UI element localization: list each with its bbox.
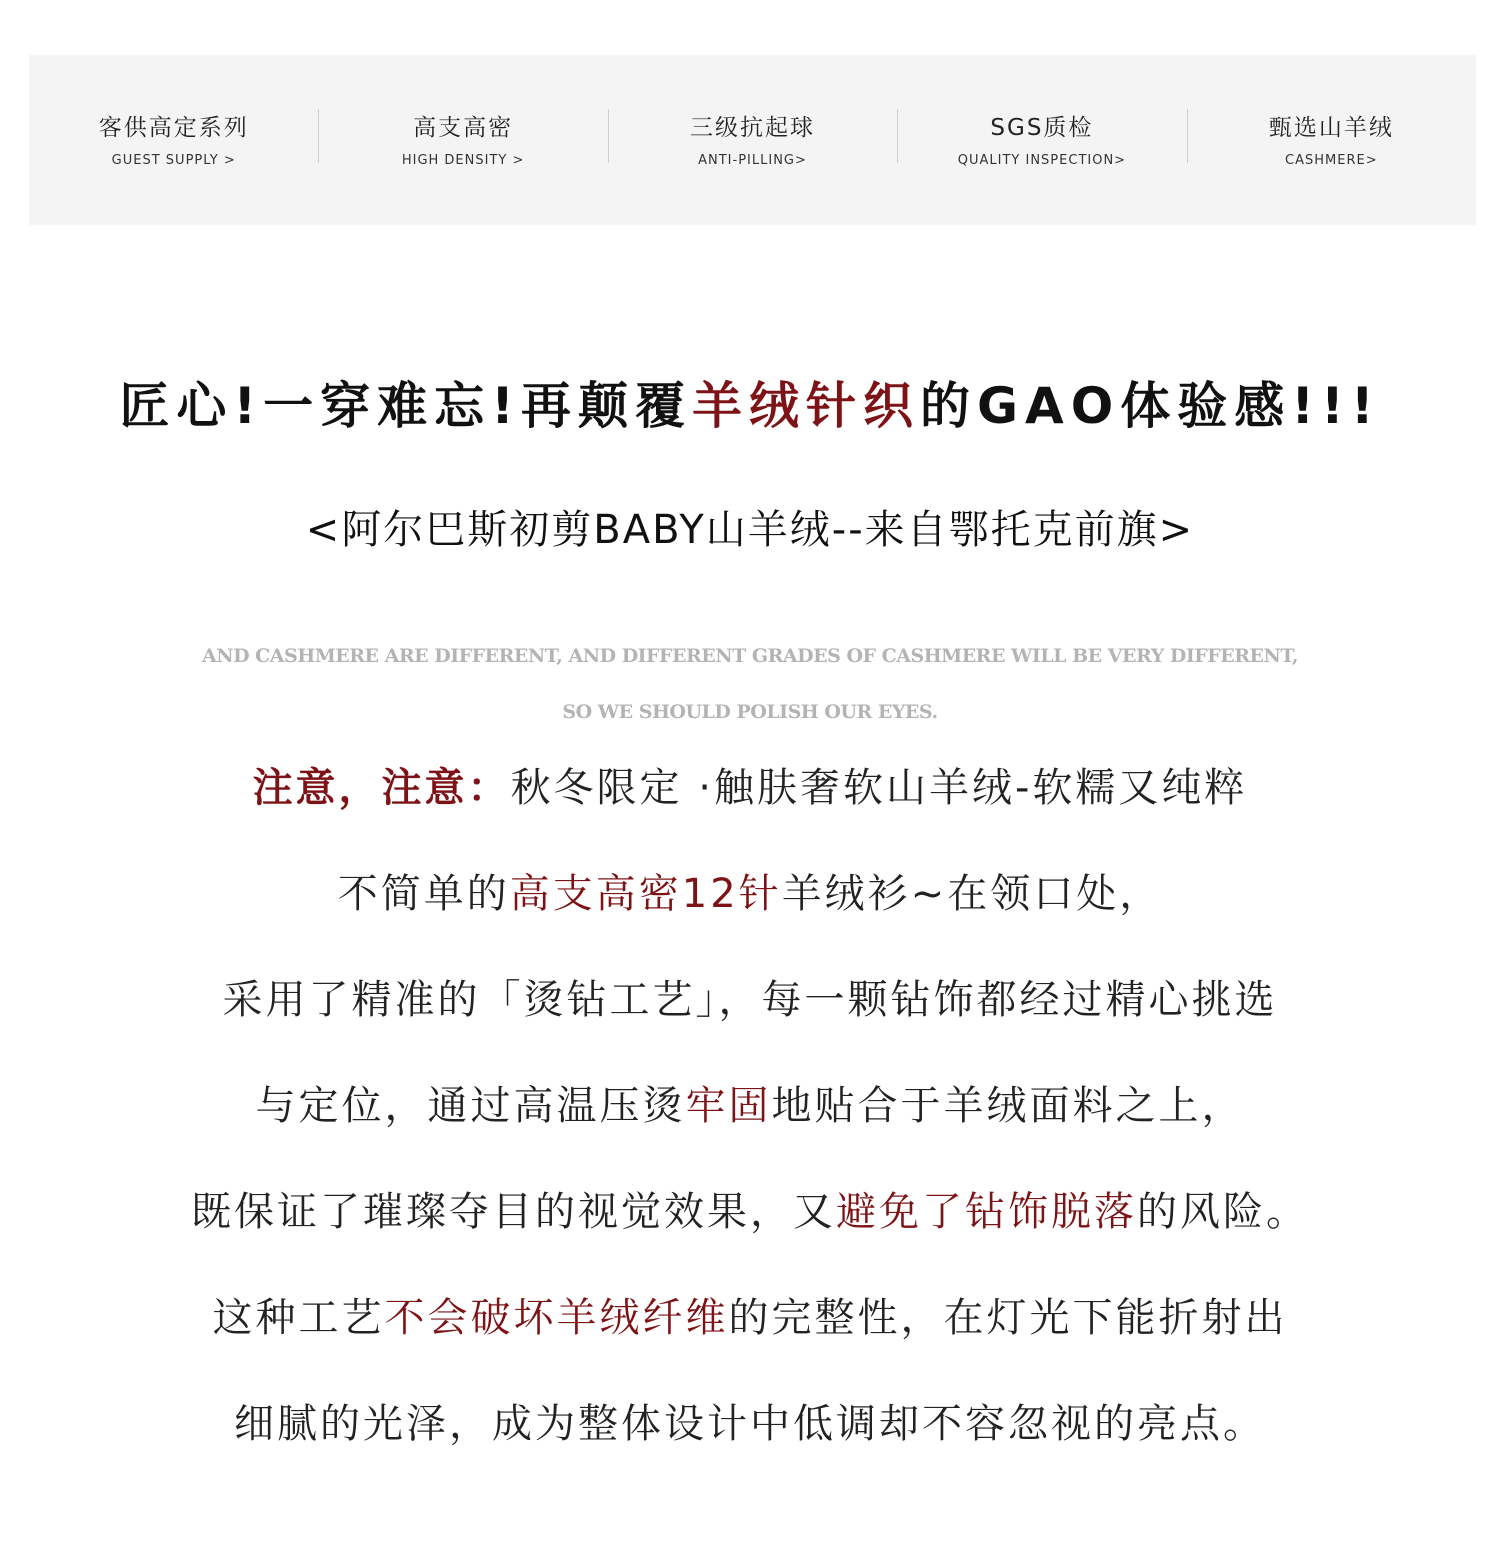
feature-title: 客供高定系列: [98, 114, 249, 141]
notice-label: 注意，注意：: [252, 765, 511, 811]
feature-title: 三级抗起球: [690, 114, 816, 141]
feature-subtitle-link[interactable]: CASHMERE>: [1285, 152, 1378, 168]
description-text: 羊绒衫~在领口处，: [781, 871, 1163, 917]
description-text: 不简单的: [337, 871, 510, 917]
english-line-2: SO WE SHOULD POLISH OUR EYES.: [562, 701, 938, 723]
headline: [0, 370, 1500, 442]
description-highlight: 牢固: [685, 1083, 772, 1129]
description-text: 既保证了璀璨夺目的视觉效果，又: [191, 1189, 836, 1235]
feature-subtitle-link[interactable]: ANTI-PILLING>: [698, 152, 807, 168]
feature-subtitle-link[interactable]: HIGH DENSITY >: [401, 152, 525, 168]
english-line-1: AND CASHMERE ARE DIFFERENT, AND DIFFERENT GRADES OF CASHMERE WILL BE VERY DIFFERENT,: [201, 645, 1299, 667]
description: [0, 752, 1500, 1494]
description-text: 地贴合于羊绒面料之上，: [771, 1083, 1245, 1129]
feature-anti-pilling[interactable]: [608, 55, 897, 225]
headline-part2: 的GAO体验感!!!: [919, 376, 1381, 435]
description-line-2: [0, 858, 1500, 964]
feature-title: 甄选山羊绒: [1268, 114, 1394, 141]
description-highlight: 高支高密12针: [509, 871, 782, 917]
feature-guest-supply[interactable]: [29, 55, 318, 225]
feature-title: 高支高密: [413, 114, 514, 141]
description-line-4: [0, 1070, 1500, 1176]
description-highlight: 不会破坏羊绒纤维: [384, 1295, 729, 1341]
headline-highlight: 羊绒针织: [691, 376, 920, 435]
feature-quality-inspection[interactable]: [897, 55, 1186, 225]
description-text: 与定位，通过高温压烫: [255, 1083, 686, 1129]
description-line-5: [0, 1176, 1500, 1282]
subheading: <阿尔巴斯初剪BABY山羊绒--来自鄂托克前旗>: [305, 507, 1195, 553]
description-line-7: 细腻的光泽，成为整体设计中低调却不容忽视的亮点。: [234, 1401, 1266, 1447]
description-highlight: 避免了钻饰脱落: [836, 1189, 1137, 1235]
feature-cashmere[interactable]: [1187, 55, 1476, 225]
description-line-6: [0, 1282, 1500, 1388]
description-text: 这种工艺: [212, 1295, 385, 1341]
feature-bar: [29, 55, 1476, 225]
english-tagline: [0, 628, 1500, 740]
description-text: 的完整性，在灯光下能折射出: [728, 1295, 1288, 1341]
description-line-3: 采用了精准的「烫钻工艺」，每一颗钻饰都经过精心挑选: [222, 977, 1278, 1023]
feature-title: SGS质检: [990, 114, 1094, 141]
description-text: 秋冬限定 ·触肤奢软山羊绒-软糯又纯粹: [510, 765, 1248, 811]
description-line-1: [0, 752, 1500, 858]
feature-subtitle-link[interactable]: GUEST SUPPLY >: [111, 152, 236, 168]
feature-subtitle-link[interactable]: QUALITY INSPECTION>: [957, 152, 1127, 168]
feature-high-density[interactable]: [318, 55, 607, 225]
headline-part1: 匠心!一穿难忘!再颠覆: [119, 376, 692, 435]
description-text: 的风险。: [1137, 1189, 1309, 1235]
